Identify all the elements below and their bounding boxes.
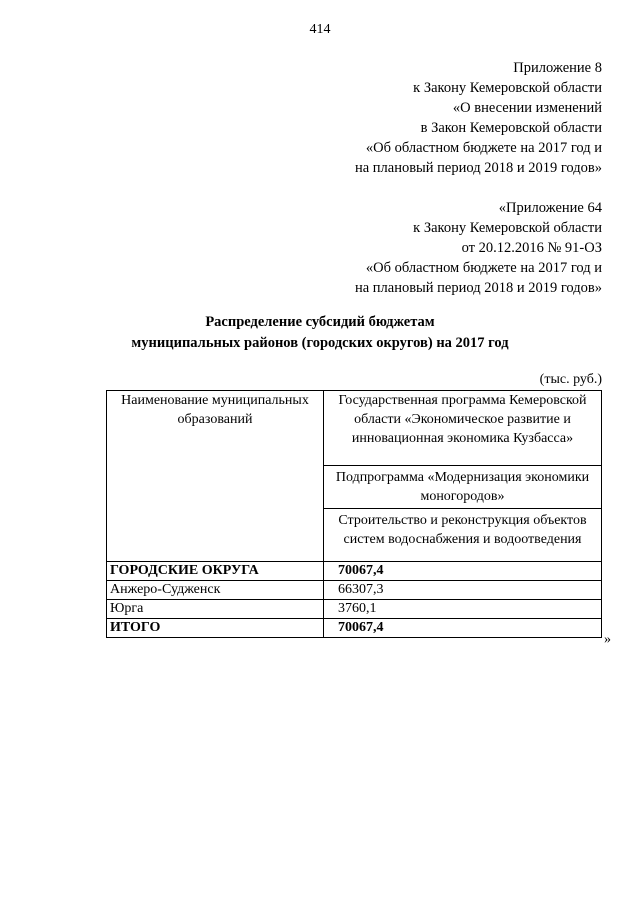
appendix-line: на плановый период 2018 и 2019 годов» [354, 280, 602, 296]
appendix-line: на плановый период 2018 и 2019 годов» [354, 160, 602, 176]
row-name: Юрга [107, 600, 324, 619]
appendix-line: «Об областном бюджете на 2017 год и [365, 140, 602, 156]
row-value: 3760,1 [324, 600, 602, 619]
row-value: 70067,4 [324, 619, 602, 638]
page-number: 414 [309, 22, 331, 37]
row-value: 66307,3 [324, 581, 602, 600]
title-line-2: муниципальных районов (городских округов) на 2017 год [131, 335, 509, 351]
table-row [107, 600, 602, 619]
appendix-line: Приложение 8 [513, 60, 602, 76]
subprogram-header: Подпрограмма «Модернизация экономики моногородов» [324, 466, 602, 509]
municipality-column-header: Наименование муниципальных образований [107, 391, 324, 562]
document-title [0, 312, 640, 354]
measure-header: Строительство и реконструкция объектов систем водоснабжения и водоотведения [324, 509, 602, 562]
row-value: 70067,4 [324, 562, 602, 581]
appendix-line: в Закон Кемеровской области [420, 120, 602, 136]
appendix-line: «Об областном бюджете на 2017 год и [365, 260, 602, 276]
table-row [107, 581, 602, 600]
appendix-line: к Закону Кемеровской области [413, 220, 602, 236]
appendix-line: «Приложение 64 [498, 200, 602, 216]
units-label: (тыс. руб.) [539, 372, 602, 387]
row-name: ГОРОДСКИЕ ОКРУГА [107, 562, 324, 581]
appendix-line: к Закону Кемеровской области [413, 80, 602, 96]
row-name: ИТОГО [107, 619, 324, 638]
appendix-line: «О внесении изменений [452, 100, 602, 116]
appendix-64-block [355, 198, 602, 298]
appendix-line: от 20.12.2016 № 91-ОЗ [461, 240, 602, 256]
table-row [107, 619, 602, 638]
title-line-1: Распределение субсидий бюджетам [205, 314, 435, 330]
appendix-8-block [355, 58, 602, 178]
row-name: Анжеро-Судженск [107, 581, 324, 600]
closing-quote: » [604, 632, 611, 647]
subsidy-table [106, 390, 602, 638]
table-row [107, 562, 602, 581]
program-header: Государственная программа Кемеровской области «Экономическое развитие и инновационная экономика Кузбасса» [324, 391, 602, 466]
